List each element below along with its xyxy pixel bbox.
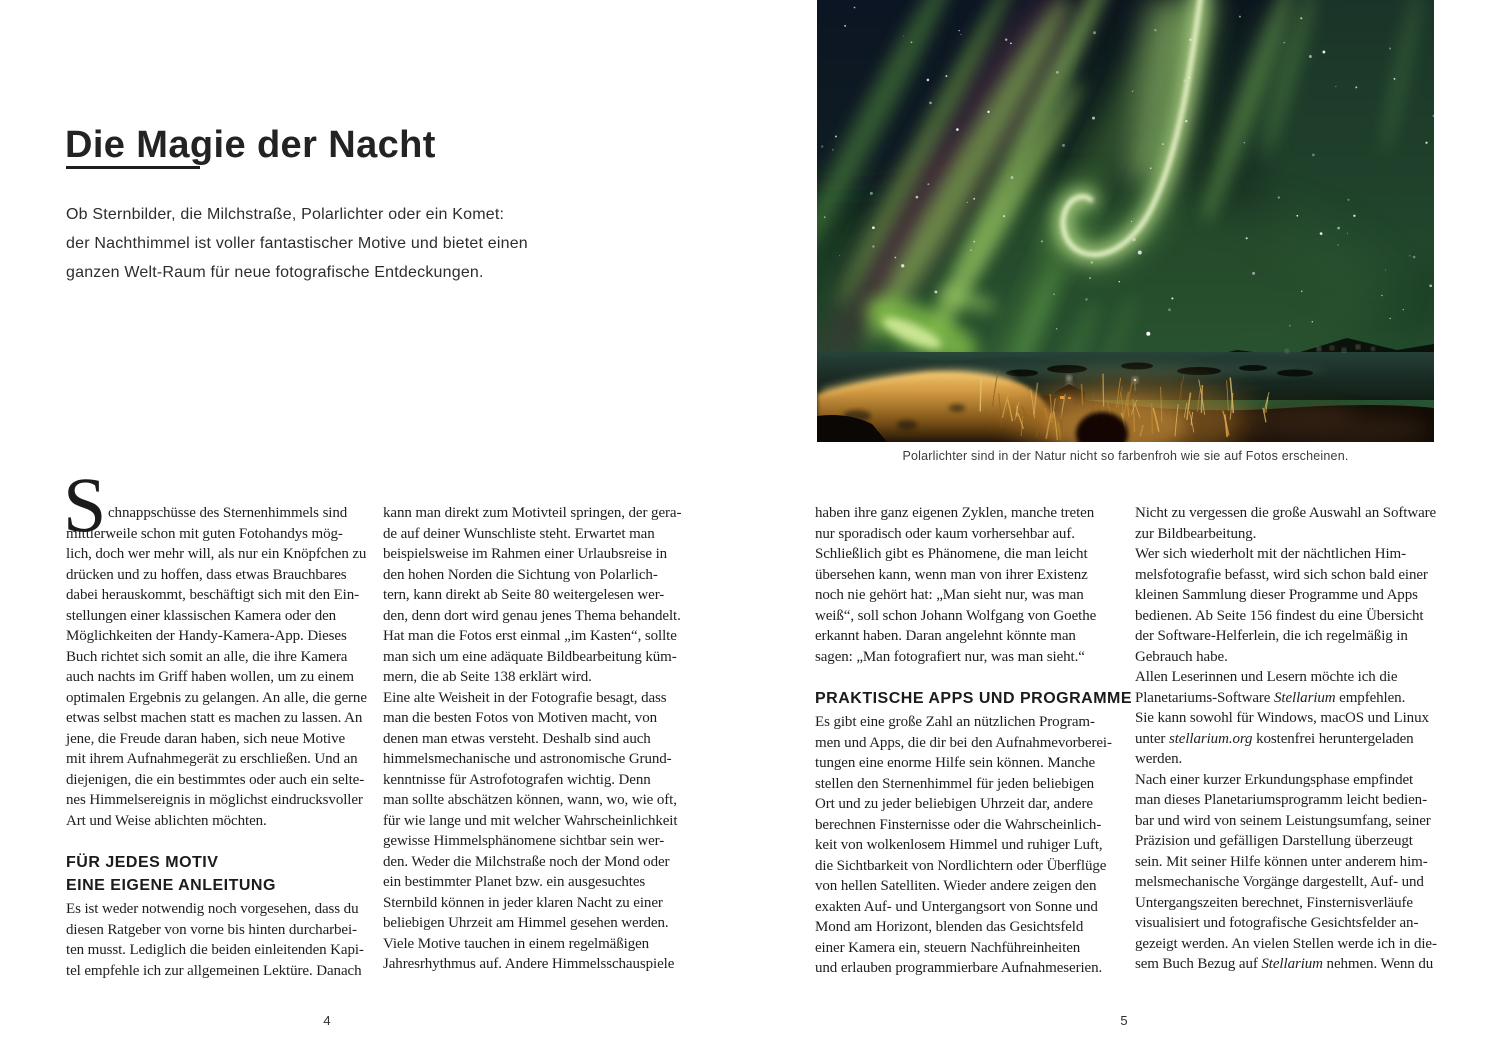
text-line: jene, die Freude daran haben, sich neue Motive xyxy=(66,730,346,747)
text-line: Hat man die Fotos erst einmal „im Kasten“, sollte xyxy=(383,628,677,644)
text-line: und erlauben programmierbare Aufnahmeserien. xyxy=(815,960,1103,976)
text-line: Möglichkeiten der Handy-Kamera-App. Dieses xyxy=(66,628,347,644)
text-line: den, denn dort wird genau jenes Thema behandelt. xyxy=(383,607,681,624)
text-line: kann man direkt zum Motivteil springen, der gera- xyxy=(383,505,682,521)
text-line: ganzen Welt-Raum für neue fotografische Entdeckungen. xyxy=(66,264,484,281)
paragraph xyxy=(66,899,373,981)
text-line: tungen eine enorme Hilfe sein können. Manche xyxy=(815,755,1096,771)
text-line: Ort und zu jeder beliebigen Uhrzeit dar, andere xyxy=(815,796,1093,812)
text-line: Es ist weder notwendig noch vorgesehen, dass du xyxy=(66,901,359,917)
section-heading xyxy=(815,687,1133,710)
text-line: Wer sich wiederholt mit der nächtlichen Him- xyxy=(1135,546,1406,562)
text-line: unter stellarium.org kostenfrei heruntergeladen xyxy=(1135,730,1414,747)
text-line: chnappschüsse des Sternenhimmels sind xyxy=(108,505,348,521)
text-line: Nicht zu vergessen die große Auswahl an Software xyxy=(1135,505,1437,521)
text-line: exakten Auf- und Untergangsort von Sonne und xyxy=(815,898,1098,915)
text-line: der Nachthimmel ist voller fantastischer Motive und bietet einen xyxy=(66,235,528,252)
text-line: Gebrauch habe. xyxy=(1135,648,1228,665)
text-line: der Software-Helferlein, die ich regelmäßig in xyxy=(1135,628,1408,644)
drop-cap: S xyxy=(63,461,107,548)
text-line: beispielsweise im Rahmen einer Urlaubsreise in xyxy=(383,546,668,562)
text-line: Mond am Horizont, blenden das Gesichtsfeld xyxy=(815,919,1084,935)
text-line: den. Weder die Milchstraße noch der Mond oder xyxy=(383,853,670,870)
text-line: himmelsmechanische und astronomische Grund- xyxy=(383,751,672,767)
text-line: Art und Weise ablichten möchten. xyxy=(66,812,267,829)
left-page-column-1 xyxy=(63,461,373,981)
text-line: visualisiert und fotografische Gesichtsfelder an- xyxy=(1135,915,1419,931)
text-line: man sich um eine adäquate Bildbearbeitung küm- xyxy=(383,648,677,665)
text-line: tel empfehle ich zur allgemeinen Lektüre. Danach xyxy=(66,962,362,979)
text-line: de auf deiner Wunschliste steht. Erwartet man xyxy=(383,525,655,542)
text-line: EINE EIGENE ANLEITUNG xyxy=(66,877,276,894)
photo-caption: Polarlichter sind in der Natur nicht so farbenfroh wie sie auf Fotos erscheinen. xyxy=(902,449,1349,463)
paragraph xyxy=(63,461,373,831)
text-line: stellen den Sternenhimmel für jeden beliebigen xyxy=(815,775,1095,792)
text-line: berechnen Finsternisse oder die Wahrscheinlich- xyxy=(815,816,1102,833)
text-line: von hellen Satelliten. Wieder andere zeigen den xyxy=(815,878,1097,894)
text-line: kenntnisse für Astrofotografen wichtig. Denn xyxy=(383,771,651,788)
text-line: FÜR JEDES MOTIV xyxy=(66,854,219,871)
text-line: Buch richtet sich somit an alle, die ihre Kamera xyxy=(66,648,348,665)
text-line: drücken und zu hoffen, dass etwas Brauchbares xyxy=(66,566,347,583)
text-line: werden. xyxy=(1135,751,1183,767)
text-line: bar und wird von seinem Leistungsumfang, seiner xyxy=(1135,812,1431,829)
text-line: sein. Mit seiner Hilfe können unter anderem him- xyxy=(1135,853,1428,870)
right-page-column-1 xyxy=(815,503,1133,979)
text-line: mit ihrem Aufnahmegerät zu erschließen. Und an xyxy=(66,751,358,767)
paragraph xyxy=(815,503,1115,667)
text-line: den hohen Norden die Sichtung von Polarlich- xyxy=(383,566,658,583)
text-line: PRAKTISCHE APPS UND PROGRAMME xyxy=(815,690,1133,707)
text-line: man die besten Fotos von Motiven macht, von xyxy=(383,710,657,726)
text-line: sem Buch Bezug auf Stellarium nehmen. Wenn du xyxy=(1135,956,1434,972)
foreground-landscape xyxy=(817,338,1434,442)
text-line: mittlerweile schon mit guten Fotohandys mög- xyxy=(66,525,343,542)
text-line: Untergangszeiten berechnet, Finsternisverläufe xyxy=(1135,894,1413,911)
text-line: für wie lange und mit welcher Wahrscheinlichkeit xyxy=(383,812,678,829)
text-line: kleinen Sammlung dieser Programme und Apps xyxy=(1135,587,1418,603)
aurora-photo-illustration xyxy=(817,0,1434,442)
text-line: optimalen Ergebnis zu gelangen. An alle, die gerne xyxy=(66,689,367,706)
intro-paragraph xyxy=(66,200,528,287)
title-rule xyxy=(66,166,200,169)
text-line: bedienen. Ab Seite 156 findest du eine Übersicht xyxy=(1135,607,1424,624)
text-line: Sternbild können in jeder klaren Nacht zu einer xyxy=(383,894,663,911)
text-line: mern, die ab Seite 138 erklärt wird. xyxy=(383,669,592,685)
text-line: man sollte abschätzen können, wann, wo, wie oft, xyxy=(383,792,677,808)
text-line: etwas selbst machen statt es machen zu lassen. An xyxy=(66,710,363,726)
text-line: Ob Sternbilder, die Milchstraße, Polarlichter oder ein Komet: xyxy=(66,206,505,223)
text-line: Eine alte Weisheit in der Fotografie besagt, dass xyxy=(383,689,667,706)
paragraph xyxy=(815,712,1115,979)
text-line: diejenigen, die ein bestimmtes oder auch ein selte- xyxy=(66,771,365,788)
text-line: die Sichtbarkeit von Nordlichtern oder Überflüge xyxy=(815,857,1107,874)
text-line: Planetariums-Software Stellarium empfehlen. xyxy=(1135,689,1406,706)
text-line: stellungen einer klassischen Kamera oder den xyxy=(66,607,337,624)
text-line: man dieses Planetariumsprogramm leicht bedien- xyxy=(1135,792,1427,808)
text-line: denen man etwas versteht. Deshalb sind auch xyxy=(383,730,651,747)
text-line: Sie kann sowohl für Windows, macOS und Linux xyxy=(1135,710,1429,726)
text-line: melsmechanische Vorgänge dargestellt, Auf- und xyxy=(1135,874,1424,890)
text-line: ein bestimmter Planet bzw. ein ausgesuchtes xyxy=(383,874,646,890)
text-line: diesen Ratgeber von vorne bis hinten durcharbei- xyxy=(66,921,357,938)
text-line: dabei herauskommt, beschäftigt sich mit den Ein- xyxy=(66,587,360,603)
left-page-column-2 xyxy=(383,503,693,975)
text-line: zur Bildbearbeitung. xyxy=(1135,525,1257,542)
paragraph xyxy=(1135,503,1440,975)
text-line: nur sporadisch oder kaum vorhersehbar auf. xyxy=(815,525,1075,542)
paragraph xyxy=(383,503,693,975)
text-line: Schließlich gibt es Phänomene, die man leicht xyxy=(815,546,1088,562)
text-line: Allen Leserinnen und Lesern möchte ich die xyxy=(1135,669,1398,685)
text-line: keit von wolkenlosem Himmel und ruhiger Luft, xyxy=(815,837,1103,853)
text-line: men und Apps, die dir bei den Aufnahmevorberei- xyxy=(815,734,1112,751)
text-line: Nach einer kurzer Erkundungsphase empfindet xyxy=(1135,771,1414,788)
text-line: beliebigen Uhrzeit am Himmel gesehen werden. xyxy=(383,915,669,931)
text-line: nes Himmelsereignis in möglichst eindrucksvoller xyxy=(66,792,363,808)
text-line: melsfotografie befasst, wird sich schon bald einer xyxy=(1135,566,1428,583)
page-number-left: 4 xyxy=(323,1013,331,1028)
text-line: übersehen kann, wenn man von ihrer Existenz xyxy=(815,566,1088,583)
text-line: erkannt haben. Daran angelehnt könnte man xyxy=(815,628,1076,644)
text-line: einer Kamera ein, steuern Nachführeinheiten xyxy=(815,939,1081,956)
page-title: Die Magie der Nacht xyxy=(65,124,436,167)
text-line: lich, doch wer mehr will, als nur ein Knöpfchen zu xyxy=(66,546,367,562)
text-line: noch nie gehört hat: „Man sieht nur, was man xyxy=(815,587,1084,603)
text-line: Es gibt eine große Zahl an nützlichen Program- xyxy=(815,714,1095,730)
text-line: tern, kann direkt ab Seite 80 weitergelesen wer- xyxy=(383,587,665,603)
section-heading xyxy=(66,851,373,897)
text-line: gewisse Himmelsphänomene sichtbar sein wer- xyxy=(383,833,665,849)
text-line: Jahresrhythmus auf. Andere Himmelsschauspiele xyxy=(383,956,675,972)
text-line: gezeigt werden. An vielen Stellen werde ich in die- xyxy=(1135,935,1437,952)
text-line: Viele Motive tauchen in einem regelmäßigen xyxy=(383,935,650,952)
text-line: Präzision und gefälligen Darstellung überzeugt xyxy=(1135,833,1413,849)
text-line: haben ihre ganz eigenen Zyklen, manche treten xyxy=(815,505,1095,521)
text-line: weiß“, soll schon Johann Wolfgang von Goethe xyxy=(815,607,1097,624)
page-number-right: 5 xyxy=(1120,1013,1128,1028)
text-line: sagen: „Man fotografiert nur, was man sieht.“ xyxy=(815,648,1085,665)
text-line: ten musst. Lediglich die beiden einleitenden Kapi- xyxy=(66,942,364,958)
text-line: auch nachts im Griff haben wollen, um zu einem xyxy=(66,669,354,685)
aurora-photo xyxy=(817,0,1434,442)
right-page-column-2 xyxy=(1135,503,1440,975)
